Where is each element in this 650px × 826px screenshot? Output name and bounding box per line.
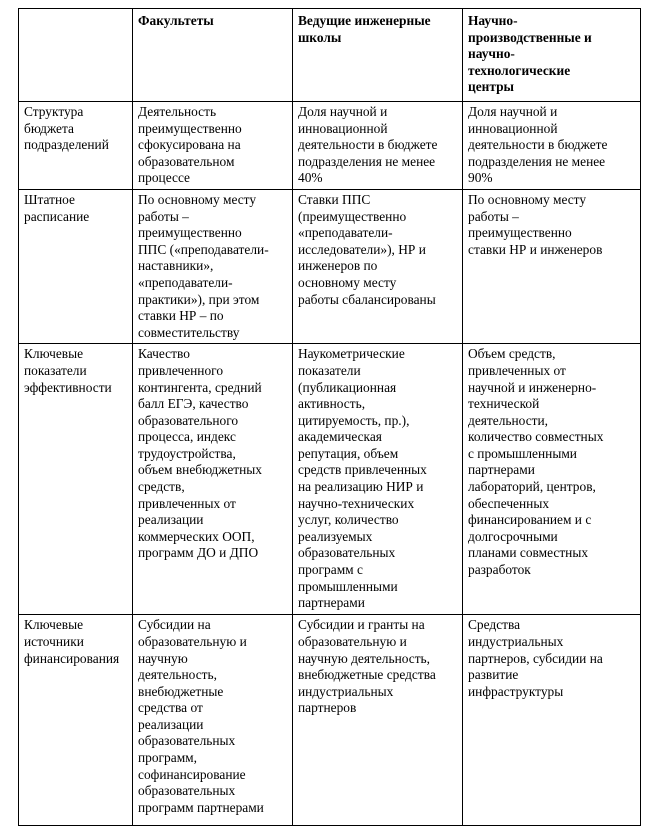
table-cell [133,102,293,190]
row-label: Структура бюджета подразделений [24,104,109,153]
header-label-engineering-schools: Ведущие инженерные школы [298,13,431,45]
cell-text: Наукометрические показатели (публикационная активность, цитируемость, пр.), академическая репутация, объем средств привлеченных на реализацию НИР и научно-технических услуг, количество реализуемых образовательных программ с промышленными партнерами [298,346,427,611]
cell-text: Качество привлеченного контингента, средний балл ЕГЭ, качество образовательного процесса, индекс трудоустройства, объем внебюджетных средств, привлеченных от реализации коммерческих ООП, программ ДО и ДПО [138,346,262,561]
cell-text: Объем средств, привлеченных от научной и инженерно- технической деятельности, количество совместных с промышленными партнерами лабораторий, центров, обеспеченных финансированием и с долгосрочными планами совместных разработок [468,346,604,578]
table-cell [463,615,641,826]
header-label-faculties: Факультеты [138,13,214,28]
table-row [19,615,641,826]
table-row [19,102,641,190]
comparison-table [18,8,641,826]
cell-text: По основному месту работы – преимущественно ставки НР и инженеров [468,191,603,257]
row-label-cell [19,615,133,826]
header-cell-research-centers [463,9,641,102]
table-cell [463,102,641,190]
header-cell-empty [19,9,133,102]
table-cell [463,344,641,615]
header-label-research-centers: Научно- производственные и научно- технологические центры [468,13,592,95]
table-cell [293,344,463,615]
table-cell [463,189,641,343]
cell-text: По основному месту работы – преимущественно ППС («преподаватели- наставники», «преподаватели- практики»), при этом ставки НР – по совместительству [138,191,269,340]
cell-text: Ставки ППС (преимущественно «преподаватели- исследователи»), НР и инженеров по основному месту работы сбалансированы [298,191,436,307]
row-label: Ключевые показатели эффективности [24,346,112,395]
cell-text: Доля научной и инновационной деятельности в бюджете подразделения не менее 90% [468,104,608,186]
cell-text: Деятельность преимущественно сфокусирована на образовательном процессе [138,104,242,186]
cell-text: Субсидии на образовательную и научную деятельность, внебюджетные средства от реализации образовательных программ, софинансирование образовательных программ партнерами [138,617,264,815]
table-cell [293,615,463,826]
table-cell [293,102,463,190]
row-label-cell [19,189,133,343]
header-cell-faculties [133,9,293,102]
table-row [19,189,641,343]
header-cell-engineering-schools [293,9,463,102]
table-cell [133,615,293,826]
table-cell [133,344,293,615]
table-header-row [19,9,641,102]
table-cell [293,189,463,343]
cell-text: Доля научной и инновационной деятельности в бюджете подразделения не менее 40% [298,104,438,186]
cell-text: Средства индустриальных партнеров, субсидии на развитие инфраструктуры [468,617,603,699]
cell-text: Субсидии и гранты на образовательную и научную деятельность, внебюджетные средства индустриальных партнеров [298,617,436,716]
table-cell [133,189,293,343]
row-label-cell [19,102,133,190]
row-label: Штатное расписание [24,191,90,224]
row-label: Ключевые источники финансирования [24,617,120,666]
row-label-cell [19,344,133,615]
table-row [19,344,641,615]
